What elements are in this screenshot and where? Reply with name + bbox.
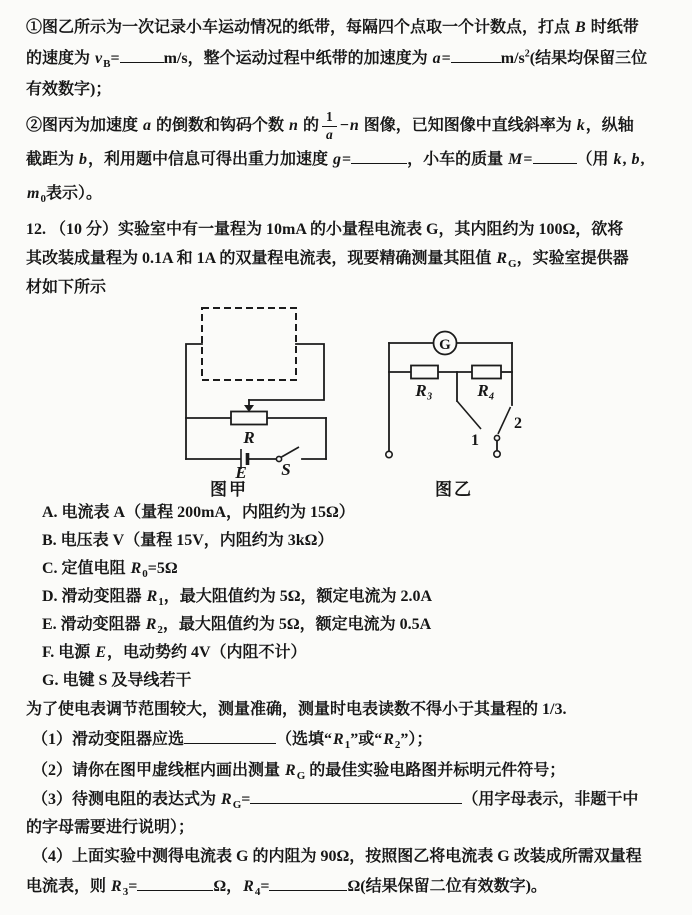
dashed-box xyxy=(202,308,296,380)
figure-yi-caption: 图乙 xyxy=(435,480,473,499)
subscript: G xyxy=(508,258,517,271)
variable-symbol: R xyxy=(111,878,122,895)
subscript: 2 xyxy=(157,624,163,637)
variable-symbol: R xyxy=(496,250,508,267)
question11-sub1 xyxy=(26,12,668,105)
variable-symbol: B xyxy=(575,19,586,36)
text-line: 电流表，则 $R_3= \Omega$，$R_4= \Omega$(结果保留二位有效数字)。 xyxy=(26,872,668,902)
measurement-note xyxy=(26,695,668,724)
rheostat-symbol xyxy=(231,412,267,425)
switch-1-label: 1 xyxy=(471,432,479,449)
rheostat-label: R xyxy=(243,428,255,447)
fraction: $\frac{1}{a}$ xyxy=(322,110,337,143)
subscript: 3 xyxy=(122,886,129,899)
answer-blank[interactable] xyxy=(184,728,276,744)
text-line: 的速度为 $v_B= m/s$，整个运动过程中纸带的加速度为 $a= m/s^2$(结果均保留三位 xyxy=(26,48,648,71)
text-line: 截距为 b，利用题中信息可得出重力加速度 g= ，小车的质量 M= （用 k, b, xyxy=(26,143,668,177)
text-line: （3）待测电阻的表达式为 $R_G=$ （用字母表示，非题干中 xyxy=(26,786,668,814)
question-part-4 xyxy=(26,842,668,902)
resistor-r3-label: R₃ xyxy=(415,381,433,400)
subscript: B xyxy=(103,58,111,71)
question-part-2: （2）请你在图甲虚线框内画出测量 $R_G$ 的最佳实验电路图并标明元件符号； xyxy=(32,762,566,783)
variable-symbol: g xyxy=(333,151,342,168)
answer-blank[interactable] xyxy=(533,148,577,164)
text-line: $m_0$表示）。 xyxy=(27,185,102,206)
variable-symbol: m xyxy=(27,185,40,202)
circuit-diagram-yi xyxy=(374,302,534,480)
text-line: 为了使电表调节范围较大，测量准确，测量时电表读数不得小于其量程的 1/3. xyxy=(26,701,567,718)
question12-parts xyxy=(26,724,668,902)
equipment-item-c: C. 定值电阻 $R_0=5\Omega$ xyxy=(42,560,178,581)
subscript: 1 xyxy=(158,596,164,609)
wires xyxy=(186,344,326,459)
variable-symbol: M xyxy=(508,151,523,168)
figure-jia-caption: 图甲 xyxy=(210,480,248,499)
equipment-item-g: G. 电键 S 及导线若干 xyxy=(42,672,192,689)
variable-symbol: k xyxy=(576,117,585,134)
circuit-figures xyxy=(114,302,668,499)
battery-label: E xyxy=(235,463,247,480)
answer-blank[interactable] xyxy=(120,47,164,63)
subscript: 1 xyxy=(344,739,351,752)
text-line: 的字母需要进行说明）； xyxy=(26,819,195,836)
question-part-3 xyxy=(26,786,668,842)
subscript: G xyxy=(296,770,306,783)
variable-symbol: n xyxy=(289,117,298,134)
equipment-item-f: F. 电源 E，电动势约 4V（内阻不计） xyxy=(42,644,307,661)
variable-symbol: R xyxy=(130,560,142,577)
variable-symbol: b xyxy=(79,151,88,168)
subscript: 4 xyxy=(254,886,261,899)
variable-symbol: R xyxy=(221,791,232,808)
switch-2-label: 2 xyxy=(514,415,522,432)
text-line: 有效数字)； xyxy=(26,81,112,98)
answer-blank[interactable] xyxy=(137,875,213,891)
equipment-item-e: E. 滑动变阻器 $R_2$，最大阻值约为 5Ω，额定电流为 0.5A xyxy=(42,616,432,637)
subscript: 2 xyxy=(394,739,401,752)
galvanometer-symbol xyxy=(434,332,457,355)
figure-jia xyxy=(114,302,344,499)
superscript: 2 xyxy=(524,48,530,60)
resistor-r4-label: R₄ xyxy=(477,381,495,400)
variable-symbol: R xyxy=(383,731,394,748)
variable-symbol: b xyxy=(631,151,640,168)
question-part-1: （1）滑动变阻器应选 （选填“$R_1$”或“$R_2$”）； xyxy=(26,724,668,755)
question11-sub2 xyxy=(26,109,668,211)
resistor-r3-symbol xyxy=(411,366,438,379)
galvanometer-label: G xyxy=(439,337,451,353)
variable-symbol: R xyxy=(285,762,296,779)
variable-symbol: a xyxy=(143,117,152,134)
variable-symbol: R xyxy=(145,616,157,633)
text-line: 12. （10 分）实验室中有一量程为 10mA 的小量程电流表 G，其内阻约为 100Ω，欲将 xyxy=(26,221,624,238)
answer-blank[interactable] xyxy=(269,875,347,891)
question12-stem xyxy=(26,215,668,302)
text-line: 材如下所示 xyxy=(26,279,107,296)
equipment-item-d: D. 滑动变阻器 $R_1$，最大阻值约为 5Ω，额定电流为 2.0A xyxy=(42,588,433,609)
text-line: ②图丙为加速度 a 的倒数和钩码个数 n 的 $\frac{1}{a}$ −n 图像，已知图像中直线斜率为 k，纵轴 xyxy=(26,108,634,142)
answer-blank[interactable] xyxy=(351,148,407,164)
switch-label: S xyxy=(281,460,291,479)
subscript: 0 xyxy=(142,568,148,581)
variable-symbol: R xyxy=(333,731,344,748)
variable-symbol: a xyxy=(432,50,441,67)
answer-blank[interactable] xyxy=(451,47,501,63)
figure-yi xyxy=(374,302,534,499)
switch-1-blade xyxy=(457,401,481,429)
circuit-diagram-jia xyxy=(114,302,344,480)
switch-2-blade xyxy=(494,407,510,441)
variable-symbol: n xyxy=(349,117,359,134)
text-line: ①图乙所示为一次记录小车运动情况的纸带，每隔四个点取一个计数点，打点 B 时纸带 xyxy=(26,19,639,36)
answer-blank[interactable] xyxy=(250,788,462,804)
wiper-arrow-icon xyxy=(244,400,254,412)
variable-symbol: E xyxy=(95,644,106,661)
terminals xyxy=(386,451,500,458)
equipment-item-a: A. 电流表 A（量程 200mA，内阻约为 15Ω） xyxy=(42,504,355,521)
text-line: 其改装成量程为 0.1A 和 1A 的双量程电流表，现要精确测量其阻值 $R_G$，实验室提供器 xyxy=(26,250,629,271)
text-line: （4）上面实验中测得电流表 G 的内阻为 90Ω，按照图乙将电流表 G 改装成所需双量程 xyxy=(32,848,642,865)
equipment-item-b: B. 电压表 V（量程 15V，内阻约为 3kΩ） xyxy=(42,532,334,549)
variable-symbol: R xyxy=(243,878,254,895)
subscript: G xyxy=(232,799,242,812)
resistor-r4-symbol xyxy=(472,366,501,379)
equipment-list xyxy=(26,499,668,695)
variable-symbol: R xyxy=(146,588,158,605)
subscript: 0 xyxy=(40,193,46,206)
variable-symbol: v xyxy=(95,50,103,67)
variable-symbol: k xyxy=(613,151,622,168)
